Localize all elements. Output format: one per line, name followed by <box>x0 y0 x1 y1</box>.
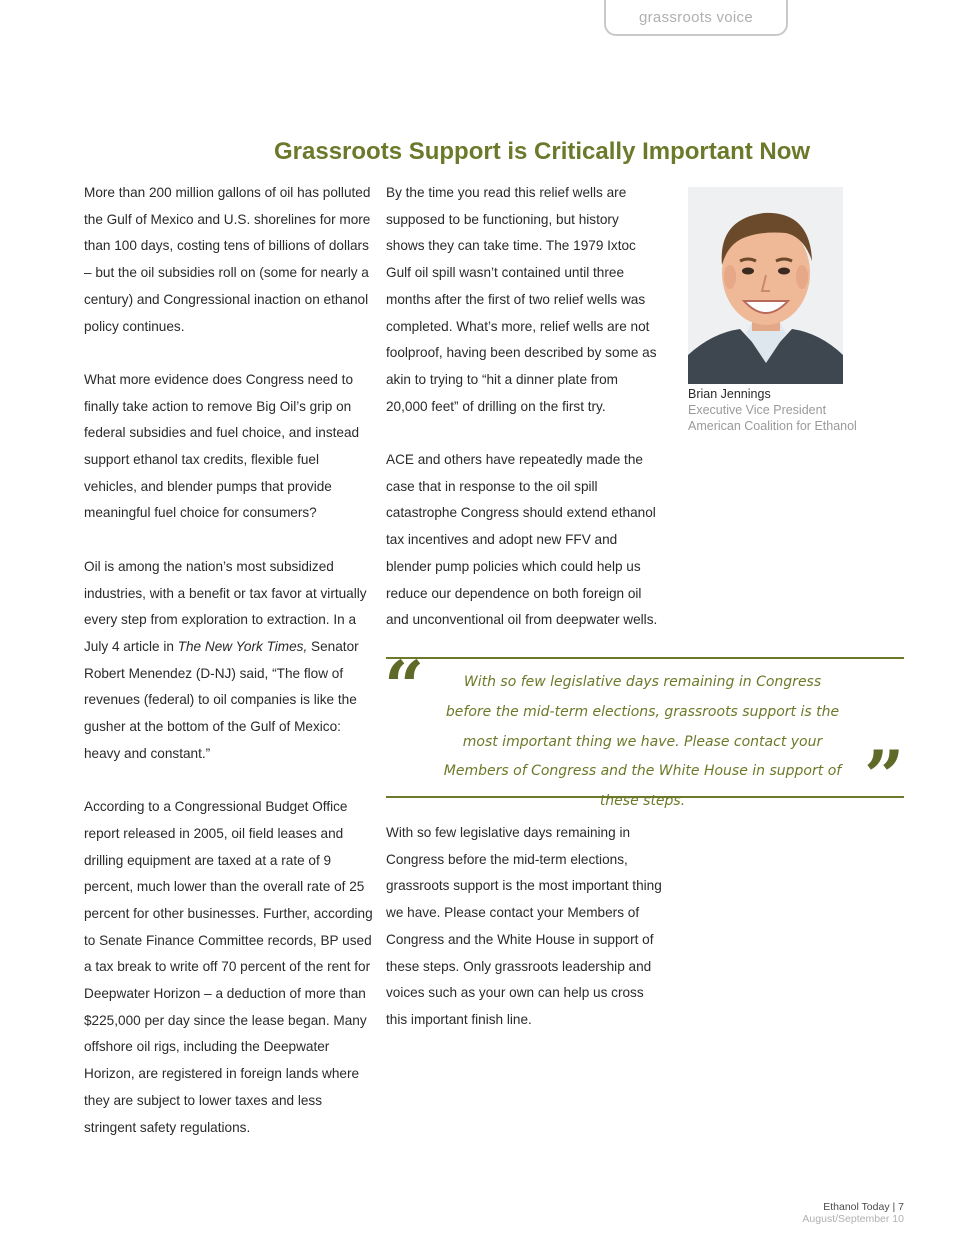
body-paragraph: With so few legislative days remaining in Congress before the mid-term elections, grassroots support is the most important thing we have. Please contact your Members of Congress and the White House in support of these steps. Only grassroots leadership and voices such as your own can help us cross this important finish line. <box>386 825 662 1027</box>
publication-title: Ethanol Today <box>823 1201 890 1213</box>
author-name: Brian Jennings <box>688 387 771 401</box>
open-quote-icon: “ <box>384 645 425 728</box>
author-photo <box>688 187 843 384</box>
portrait-illustration <box>688 187 843 384</box>
paragraph-text: Senator Robert Menendez (D-NJ) said, “The flow of revenues (federal) to oil companies is like the gusher at the bottom of the Gulf of Mexico: heavy and constant.” <box>84 638 359 761</box>
article-title: Grassroots Support is Critically Important Now <box>274 138 811 165</box>
body-paragraph: ACE and others have repeatedly made the case that in response to the oil spill catastrophe Congress should extend ethanol tax incentives and adopt new FFV and blender pump policies which could help us reduce our dependence on both foreign oil and unconventional oil from deepwater wells. <box>386 452 658 628</box>
body-paragraph: What more evidence does Congress need to finally take action to remove Big Oil’s grip on federal subsidies and fuel choice, and instead support ethanol tax credits, flexible fuel vehicles, and blender pumps that provide meaningful fuel choice for consumers? <box>84 371 360 521</box>
page-footer <box>802 1202 904 1225</box>
left-column <box>84 180 374 1141</box>
photo-caption <box>688 386 918 434</box>
footer-publication-line <box>802 1202 904 1214</box>
pull-quote: With so few legislative days remaining in Congress before the mid-term elections, grassroots support is the most important thing we have. Please contact your Members of Congress and the White House in support of these steps. <box>443 674 842 810</box>
body-paragraph: More than 200 million gallons of oil has polluted the Gulf of Mexico and U.S. shorelines for more than 100 days, costing tens of billions of dollars – but the oil subsidies roll on (some for nearly a century) and Congressional inaction on ethanol policy continues. <box>84 185 371 334</box>
pull-quote-top-rule <box>386 657 904 659</box>
author-organization: American Coalition for Ethanol <box>688 419 857 433</box>
middle-column <box>386 180 658 634</box>
middle-column-lower <box>386 820 666 1034</box>
paragraph-text: Oil is among the nation’s most subsidized industries, with a benefit or tax favor at virtually every step from exploration to extraction. In a July 4 article in <box>84 558 367 654</box>
issue-date: August/September 10 <box>802 1212 904 1225</box>
footer-separator: | <box>892 1201 896 1213</box>
body-paragraph <box>84 554 374 768</box>
page-number: 7 <box>898 1201 904 1213</box>
body-paragraph: According to a Congressional Budget Office report released in 2005, oil field leases and drilling equipment are taxed at a rate of 9 percent, much lower than the overall rate of 25 percent for other businesses. Further, according to Senate Finance Committee records, BP used a tax break to write off 70 percent of the rent for Deepwater Horizon – a deduction of more than $225,000 per day since the lease began. Many offshore oil rigs, including the Deepwater Horizon, are registered in foreign lands where they are subject to lower taxes and less stringent safety regulations. <box>84 799 373 1135</box>
section-tab: grassroots voice <box>604 0 788 36</box>
body-paragraph: By the time you read this relief wells are supposed to be functioning, but history shows they can take time. The 1979 Ixtoc Gulf oil spill wasn’t contained until three months after the first of two relief wells was completed. What’s more, relief wells are not foolproof, having been described by some as akin to trying to “hit a dinner plate from 20,000 feet” of drilling on the first try. <box>386 185 657 414</box>
pull-quote-bottom-rule <box>386 796 904 798</box>
publication-name: The New York Times, <box>177 638 308 654</box>
author-title: Executive Vice President <box>688 403 827 417</box>
close-quote-icon: ” <box>864 735 905 818</box>
